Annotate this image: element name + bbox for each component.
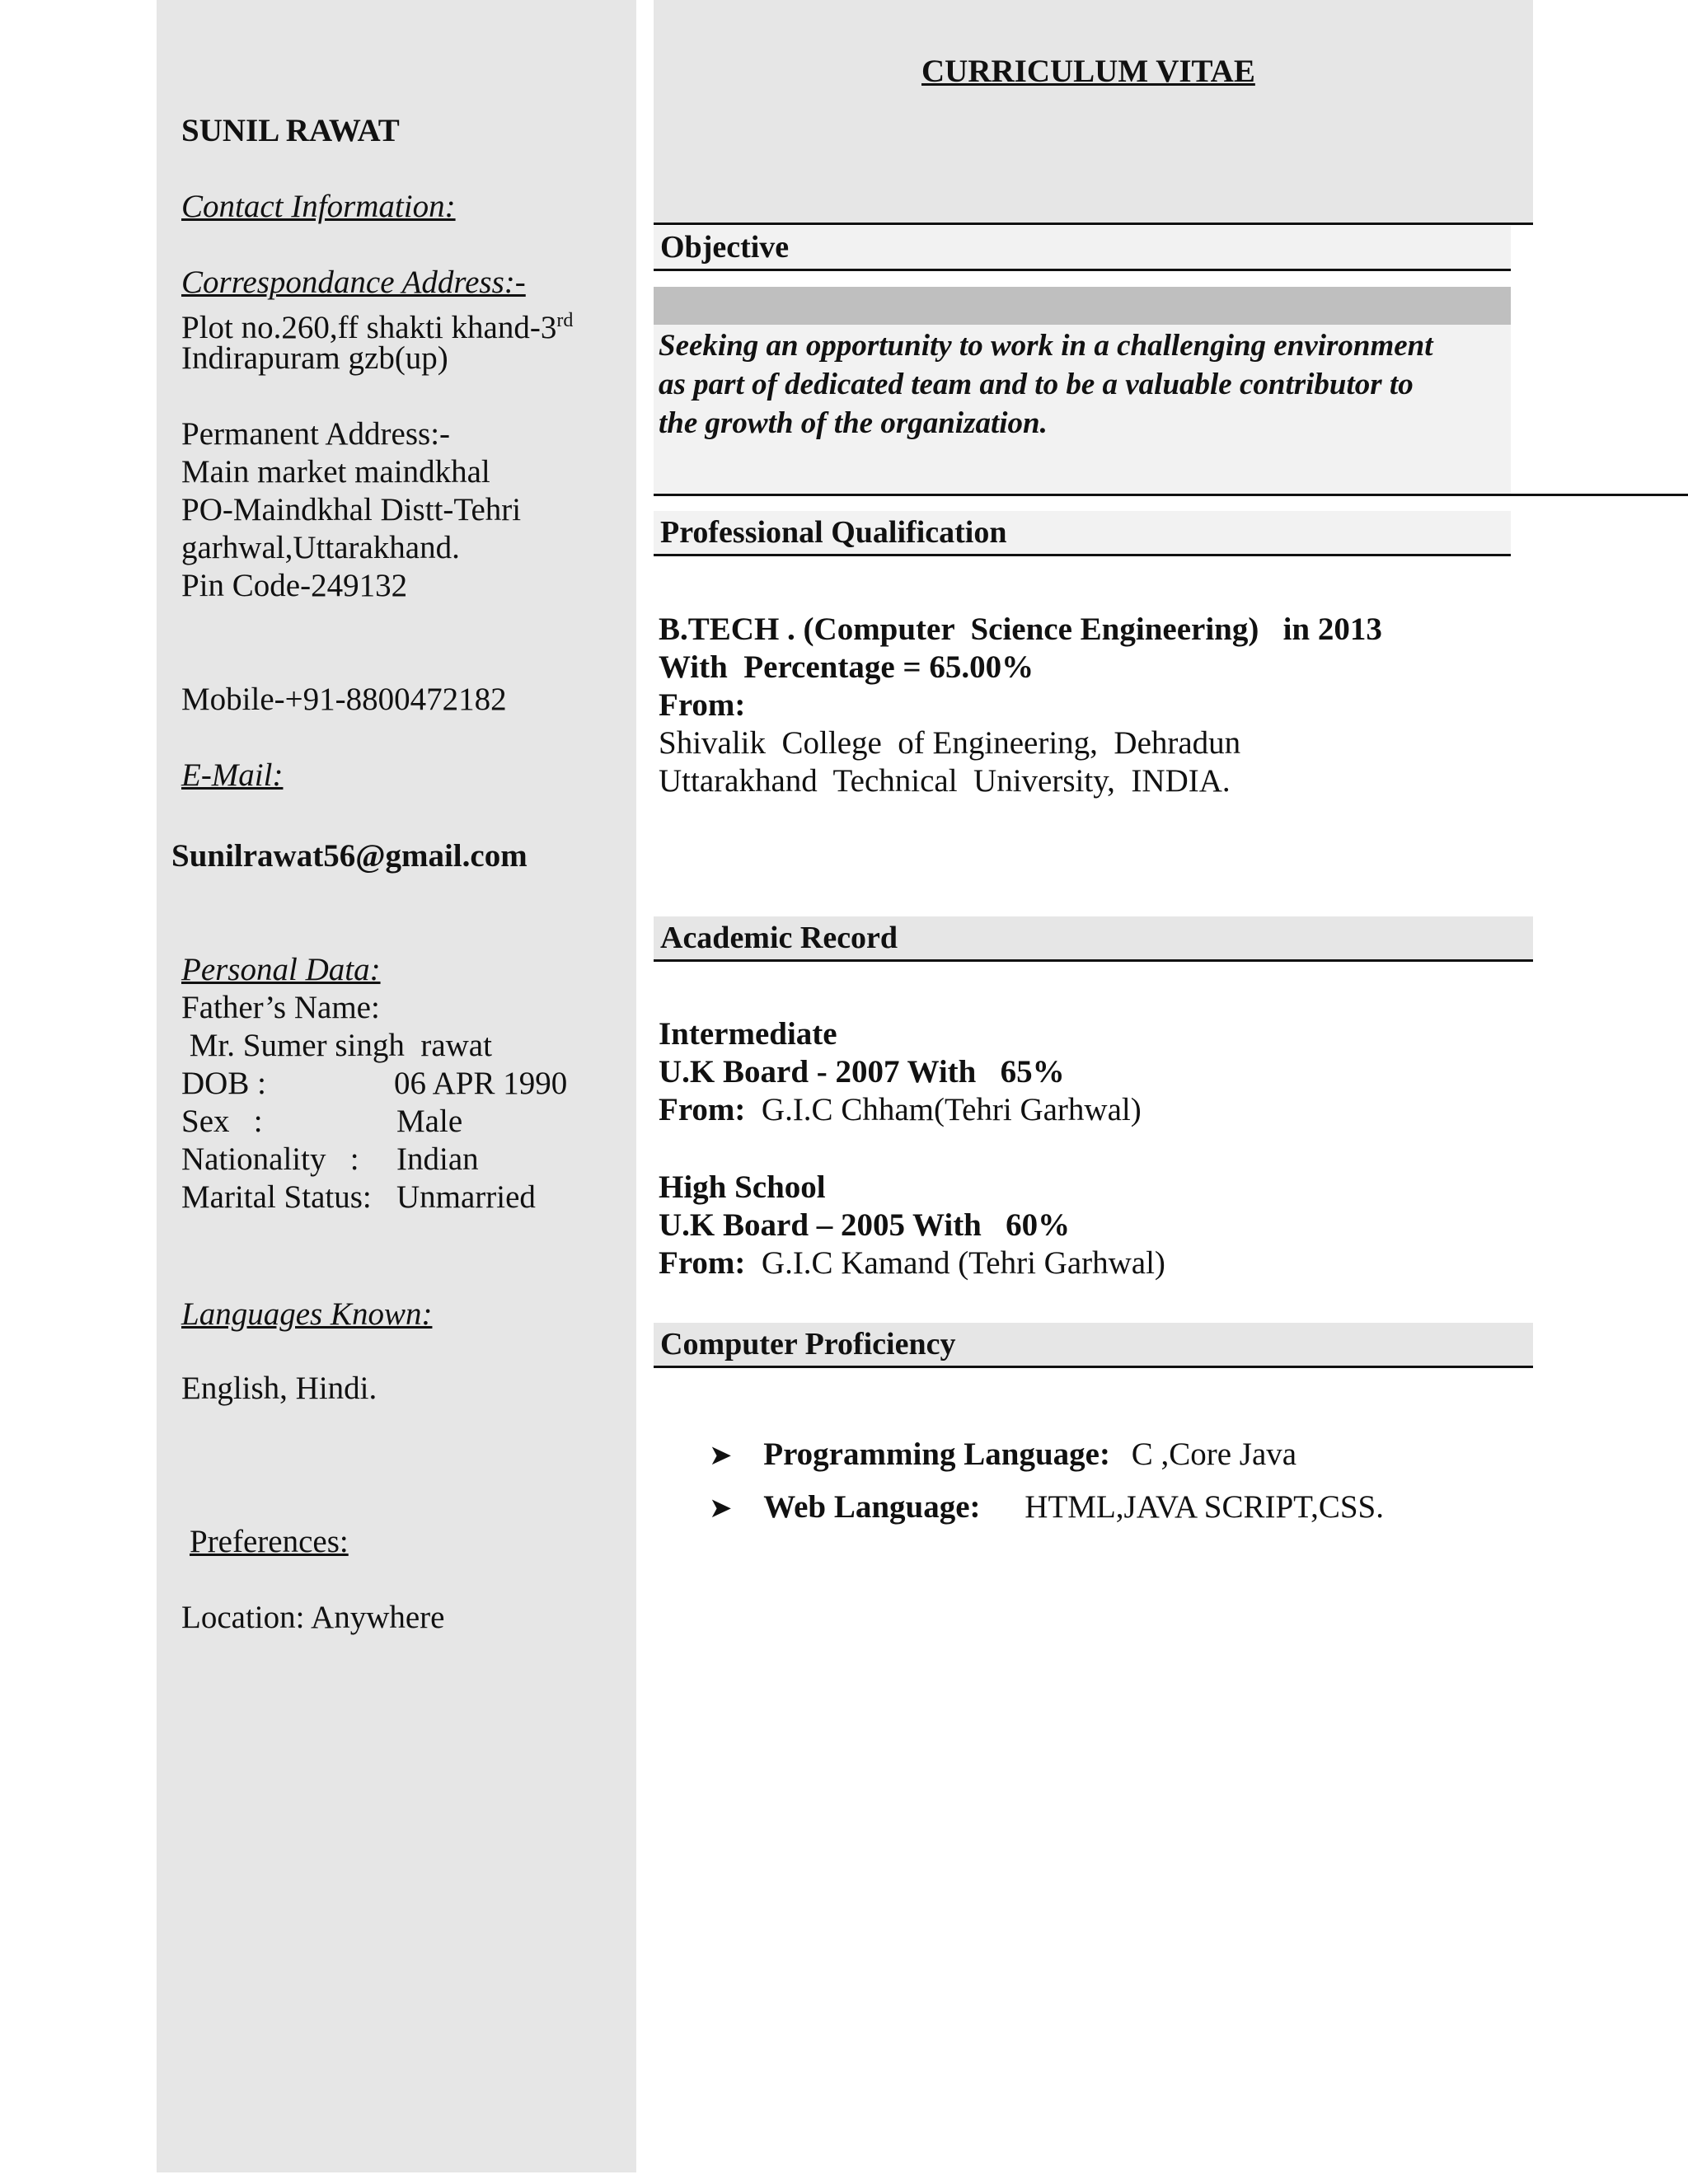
preferences-heading: Preferences: xyxy=(190,1524,349,1559)
programming-label: Programming Language: xyxy=(763,1436,1110,1472)
web-language-label: Web Language: xyxy=(763,1489,981,1525)
intermediate-school: G.I.C Chham(Tehri Garhwal) xyxy=(761,1092,1142,1127)
objective-heading: Objective xyxy=(660,230,790,265)
academic-heading-bar xyxy=(654,916,1533,959)
contact-heading: Contact Information: xyxy=(181,189,456,224)
languages-value: English, Hindi. xyxy=(181,1371,377,1406)
divider xyxy=(654,494,1688,496)
objective-heading-bar xyxy=(654,226,1511,269)
divider xyxy=(654,959,1533,962)
candidate-name: SUNIL RAWAT xyxy=(181,113,400,148)
college-name: Shivalik College of Engineering, Dehradun xyxy=(659,725,1241,761)
location-value: Location: Anywhere xyxy=(181,1600,445,1635)
permanent-heading: Permanent Address:- xyxy=(181,416,451,452)
personal-heading: Personal Data: xyxy=(181,952,381,987)
degree-from-label: From: xyxy=(659,687,746,723)
dob-value: 06 APR 1990 xyxy=(394,1066,568,1101)
correspondence-heading: Correspondance Address:- xyxy=(181,265,526,300)
objective-line-2: as part of dedicated team and to be a valuable contributor to xyxy=(659,368,1414,401)
divider xyxy=(654,554,1511,556)
nationality-value: Indian xyxy=(396,1141,479,1177)
professional-heading-bar xyxy=(654,511,1511,554)
header-block xyxy=(654,0,1533,223)
mobile-number: Mobile-+91-8800472182 xyxy=(181,682,507,717)
university-name: Uttarakhand Technical University, INDIA. xyxy=(659,763,1231,799)
computer-heading: Computer Proficiency xyxy=(660,1327,956,1361)
email-address[interactable]: Sunilrawat56@gmail.com xyxy=(171,838,528,874)
languages-heading: Languages Known: xyxy=(181,1296,433,1332)
list-item xyxy=(709,1436,1296,1475)
highschool-from xyxy=(659,1244,1165,1282)
permanent-line-4: Pin Code-249132 xyxy=(181,568,408,603)
email-heading: E-Mail: xyxy=(181,757,284,793)
arrow-bullet-icon: ➤ xyxy=(709,1493,733,1524)
intermediate-from-label: From: xyxy=(659,1092,746,1127)
father-label: Father’s Name: xyxy=(181,990,380,1025)
marital-label: Marital Status: xyxy=(181,1179,372,1215)
web-language-value: HTML,JAVA SCRIPT,CSS. xyxy=(1025,1489,1384,1525)
highschool-from-label: From: xyxy=(659,1245,746,1281)
sex-value: Male xyxy=(396,1104,463,1139)
nationality-label: Nationality : xyxy=(181,1141,359,1177)
list-item xyxy=(709,1488,1384,1528)
academic-heading: Academic Record xyxy=(660,921,898,955)
intermediate-title: Intermediate xyxy=(659,1016,837,1052)
father-name: Mr. Sumer singh rawat xyxy=(181,1028,492,1063)
objective-line-3: the growth of the organization. xyxy=(659,406,1048,440)
degree-percentage: With Percentage = 65.00% xyxy=(659,649,1034,685)
highschool-title: High School xyxy=(659,1169,826,1205)
computer-heading-bar xyxy=(654,1323,1533,1366)
permanent-line-2: PO-Maindkhal Distt-Tehri xyxy=(181,492,522,527)
divider xyxy=(654,223,1533,225)
objective-line-1: Seeking an opportunity to work in a challenging environment xyxy=(659,329,1433,363)
ordinal-superscript: rd xyxy=(556,310,574,331)
permanent-line-3: garhwal,Uttarakhand. xyxy=(181,530,460,565)
objective-shade-bar xyxy=(654,287,1511,325)
degree: B.TECH . (Computer Science Engineering) in 2013 xyxy=(659,612,1382,647)
correspondence-line-2: Indirapuram gzb(up) xyxy=(181,340,448,376)
dob-label: DOB : xyxy=(181,1066,266,1101)
sex-label: Sex : xyxy=(181,1104,263,1139)
divider xyxy=(654,1366,1533,1368)
programming-value: C ,Core Java xyxy=(1131,1436,1297,1472)
page-title: CURRICULUM VITAE xyxy=(921,54,1255,89)
divider xyxy=(654,269,1511,271)
intermediate-from xyxy=(659,1091,1142,1129)
highschool-school: G.I.C Kamand (Tehri Garhwal) xyxy=(761,1245,1165,1281)
correspondence-line-1-text: Plot no.260,ff shakti khand-3 xyxy=(181,310,557,345)
professional-heading: Professional Qualification xyxy=(660,515,1007,550)
permanent-line-1: Main market maindkhal xyxy=(181,454,490,490)
intermediate-board: U.K Board - 2007 With 65% xyxy=(659,1054,1065,1090)
marital-value: Unmarried xyxy=(396,1179,536,1215)
highschool-board: U.K Board – 2005 With 60% xyxy=(659,1207,1071,1243)
arrow-bullet-icon: ➤ xyxy=(709,1441,733,1471)
